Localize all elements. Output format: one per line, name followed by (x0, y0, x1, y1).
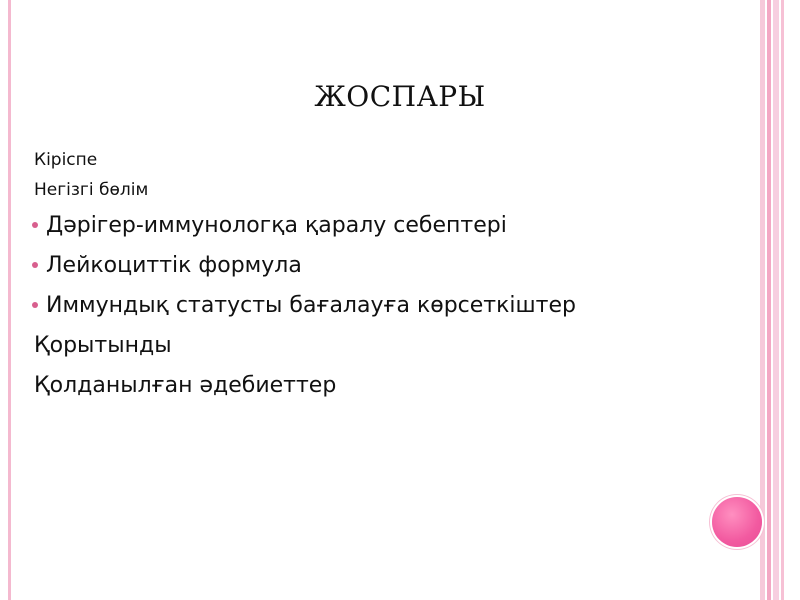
stripe (784, 0, 800, 600)
list-item-text: Иммундық статусты бағалауға көрсеткіштер (46, 292, 576, 318)
bullet-icon (30, 245, 46, 285)
list-item (30, 245, 710, 285)
list-item-text: Қорытынды (34, 332, 172, 358)
list-item (30, 145, 710, 175)
list-item (30, 175, 710, 205)
outline-list (30, 145, 710, 405)
left-frame-line (8, 0, 11, 600)
bullet-icon (30, 285, 46, 325)
right-decorative-stripes (760, 0, 800, 600)
list-item (30, 285, 710, 325)
list-item-text: Қолданылған әдебиеттер (34, 372, 337, 398)
list-item (30, 325, 710, 365)
list-item-text: Лейкоциттік формула (46, 252, 302, 278)
list-item-text: Негізгі бөлім (34, 180, 149, 200)
bullet-icon (30, 205, 46, 245)
list-item-text: Дәрігер-иммунологқа қаралу себептері (46, 212, 507, 238)
list-item (30, 365, 710, 405)
list-item-text: Кіріспе (34, 150, 98, 170)
list-item (30, 205, 710, 245)
slide-title: ЖОСПАРЫ (314, 80, 486, 113)
pink-circle-decoration (712, 497, 762, 547)
